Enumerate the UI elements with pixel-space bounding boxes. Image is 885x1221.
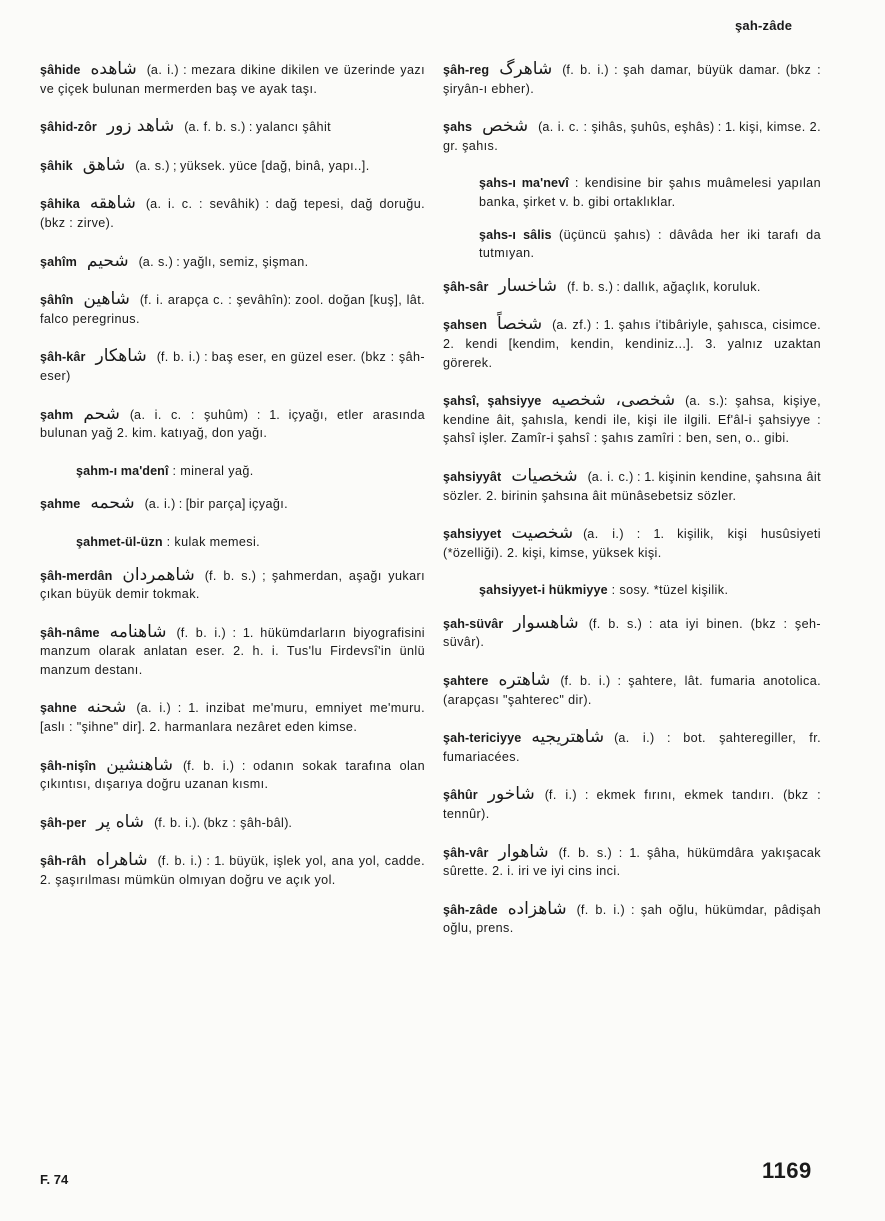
dictionary-entry: [40, 117, 425, 137]
definition: (f. i.) : ekmek fırını, ekmek tandırı. (bkz : tennûr).: [443, 788, 821, 822]
definition: (a. i. c. : şuhûm) : 1. içyağı, etler arasında bulunan yağ 2. kim. katıyağ, don yağı.: [40, 407, 425, 441]
definition: (a. i. c. : sevâhik) : dağ tepesi, dağ doruğu. (bkz : zirve).: [40, 197, 425, 230]
headword: şâh-nişîn: [40, 758, 97, 773]
definition: (f. b. i.) : şah damar, büyük damar. (bkz : şiryân-ı ebher).: [443, 63, 821, 96]
arabic-script: شاهوار: [498, 841, 549, 862]
definition: (a. i.) : 1. inzibat me'muru, emniyet me'muru. [aslı : "şihne" dir]. 2. harmanlara nezâret eden kimse.: [40, 701, 425, 735]
arabic-script: شاخسار: [498, 275, 558, 296]
headword: şâh-reg: [443, 63, 490, 77]
definition: (a. i.) : mezara dikine dikilen ve üzerinde yazı ve çiçek bulunan mermerden baş ve ayak taşı.: [40, 63, 425, 96]
definition: : sosy. *tüzel kişilik.: [611, 583, 729, 598]
headword: şâhide: [40, 63, 81, 77]
headword: şahsiyyet-i hükmiyye: [479, 583, 608, 598]
arabic-script: شاخور: [487, 784, 535, 805]
definition: (a. i. c.) : 1. kişinin kendine, şahsına âit sözler. 2. birinin şahsına âit münâsebetsiz sözler.: [443, 469, 821, 503]
dictionary-entry: [443, 315, 821, 372]
definition: (a. s.) : yağlı, semiz, şişman.: [138, 254, 309, 269]
arabic-script: شحنه: [86, 697, 127, 718]
headword: şâh-râh: [40, 854, 87, 869]
headword: şahme: [40, 497, 81, 512]
headword: şahs: [443, 120, 473, 135]
dictionary-entry: [443, 671, 821, 709]
dictionary-entry: [40, 462, 425, 481]
headword: şah-tericiyye: [443, 731, 522, 746]
definition: (f. b. i.) : şah oğlu, hükümdar, pâdişah oğlu, prens.: [443, 902, 821, 936]
headword: şâhid-zôr: [40, 120, 97, 135]
arabic-script: شاهزاده: [507, 898, 567, 919]
headword: şahm-ı ma'denî: [76, 463, 169, 478]
definition: (f. b. i.) : 1. büyük, işlek yol, ana yol, cadde. 2. şaşırılması mümkün olmıyan doğru ve açık yol.: [40, 854, 425, 888]
arabic-script: شاهتره: [498, 670, 551, 691]
signature-mark: F. 74: [40, 1172, 69, 1187]
dictionary-entry: [40, 194, 425, 232]
dictionary-entry: [443, 843, 821, 881]
headword: şâhika: [40, 197, 80, 212]
headword: şah-süvâr: [443, 616, 504, 631]
arabic-script: شاهنشين: [106, 754, 173, 775]
headword: şahsiyyât: [443, 469, 502, 484]
dictionary-entry: [40, 566, 425, 604]
dictionary-entry: [40, 252, 425, 272]
definition: (f. b. s.) ; şahmerdan, aşağı yukarı çıkan büyük demir tokmak.: [40, 568, 425, 602]
dictionary-entry: [443, 226, 821, 263]
headword: şahne: [40, 701, 77, 716]
dictionary-entry: [443, 174, 821, 211]
definition: (f. i. arapça c. : şevâhîn): zool. doğan [kuş], lât. falco peregrinus.: [40, 293, 425, 326]
definition: (üçüncü şahıs) : dâvâda her iki tarafı da tutmıyan.: [479, 227, 821, 261]
definition: (f. b. s.) : 1. şâha, hükümdâra yakışacak sûrette. 2. i. iri ve iyi cins inci.: [443, 845, 821, 879]
arabic-script: شاهتريجيه: [531, 727, 605, 748]
definition: (f. b. i.) : 1. hükümdarların biyografisini manzum olarak anlatan eser. 2. h. i. Tus'lu Firdevsî'in ünlü manzum destanı.: [40, 625, 425, 677]
definition: : kendisine bir şahıs muâmelesi yapılan banka, şirket v. b. gibi ortaklıklar.: [479, 176, 821, 209]
arabic-script: شخصيت: [511, 523, 574, 544]
dictionary-entry: [443, 60, 821, 98]
definition: (a. zf.) : 1. şahıs i'tibâriyle, şahısca, cisimce. 2. kendi [kendim, kendin, kendiniz...]. 3. yalnız uzaktan görerek.: [443, 318, 821, 370]
headword: şahmet-ül-üzn: [76, 534, 163, 549]
dictionary-entry: [443, 581, 821, 600]
definition: (a. i.) : [bir parça] içyağı.: [144, 497, 289, 512]
arabic-script: شاهقه: [89, 193, 136, 214]
headword: şâh-per: [40, 815, 87, 830]
dictionary-entry: [40, 60, 425, 98]
dictionary-entry: [443, 117, 821, 155]
running-head: şah-zâde: [735, 18, 793, 33]
arabic-script: شاهين: [83, 289, 130, 310]
dictionary-entry: [40, 405, 425, 443]
arabic-script: شاهمردان: [122, 564, 195, 585]
dictionary-entry: [40, 623, 425, 680]
definition: (a. f. b. s.) : yalancı şâhit: [184, 120, 332, 135]
definition: (f. b. s.) : ata iyi binen. (bkz : şeh-süvâr).: [443, 616, 821, 650]
arabic-script: شحم: [83, 403, 120, 424]
headword: şahsiyyet: [443, 527, 502, 542]
dictionary-entry: [443, 614, 821, 652]
dictionary-entry: [40, 756, 425, 794]
dictionary-entry: [40, 156, 425, 176]
definition: : kulak memesi.: [166, 534, 261, 549]
arabic-script: شاهد زور: [106, 116, 175, 137]
dictionary-entry: [443, 785, 821, 823]
definition: (f. b. i.) : şahtere, lât. fumaria anotolica. (arapçası "şahterec" dir).: [443, 674, 821, 707]
arabic-script: شحمه: [90, 493, 135, 514]
headword: şâh-kâr: [40, 350, 86, 365]
definition: (f. b. i.) : baş eser, en güzel eser. (bkz : şâh-eser): [40, 350, 425, 383]
dictionary-entry: [443, 277, 821, 297]
dictionary-entry: [40, 813, 425, 833]
arabic-script: شاهكار: [95, 346, 147, 367]
dictionary-entry: [40, 698, 425, 736]
definition: (a. s.) ; yüksek. yüce [dağ, binâ, yapı..].: [135, 158, 370, 173]
headword: şâh-merdân: [40, 568, 113, 583]
headword: şâh-sâr: [443, 279, 489, 294]
definition: (a. i.) : 1. kişilik, kişi husûsiyeti (*özelliği). 2. kişi, kimse, yüksek kişi.: [443, 527, 821, 560]
headword: şahtere: [443, 674, 489, 689]
arabic-script: شاهرگ: [499, 59, 553, 79]
headword: şâhik: [40, 158, 73, 173]
right-column: [443, 60, 821, 957]
dictionary-entry: [40, 533, 425, 552]
arabic-script: شاهده: [90, 59, 137, 79]
dictionary-entry: [40, 347, 425, 385]
dictionary-entry: [443, 900, 821, 938]
dictionary-entry: [40, 494, 425, 514]
arabic-script: شخصيات: [511, 465, 578, 486]
definition: (a. i. c. : şihâs, şuhûs, eşhâs) : 1. kişi, kimse. 2. gr. şahıs.: [443, 120, 821, 153]
definition: : mineral yağ.: [172, 463, 254, 478]
definition: (a. s.): şahsa, kişiye, kendine âit, şahısla, kendi ile, kişi ile ilgili. Ef'âl-i şahsiyye : şahsî işler. Zamîr-i şahsî : şahıs zamîri : ben, sen, o.. gibi.: [443, 394, 821, 446]
definition: (f. b. i.). (bkz : şâh-bâl).: [154, 815, 292, 830]
arabic-script: شاهراه: [96, 850, 148, 871]
left-column: [40, 60, 425, 909]
definition: (f. b. i.) : odanın sokak tarafına olan çıkıntısı, dışarıya doğru uzanan kısmı.: [40, 758, 425, 792]
dictionary-entry: [40, 290, 425, 328]
page-number: 1169: [762, 1158, 812, 1183]
headword: şâh-nâme: [40, 625, 100, 640]
headword: şahsen: [443, 318, 488, 333]
arabic-script: شاه پر: [96, 811, 145, 832]
arabic-script: شاهسوار: [513, 612, 579, 633]
arabic-script: شاهنامه: [109, 621, 167, 642]
headword: şâh-zâde: [443, 902, 498, 917]
arabic-script: شحيم: [86, 250, 129, 271]
arabic-script: شخصى، شخصيه: [551, 390, 676, 411]
arabic-script: شاهق: [82, 154, 126, 175]
dictionary-entry: [40, 851, 425, 889]
headword: şâhîn: [40, 293, 74, 308]
arabic-script: شخص: [482, 116, 529, 137]
dictionary-entry: [443, 391, 821, 448]
dictionary-entry: [443, 467, 821, 505]
arabic-script: شخصاً: [497, 314, 543, 335]
headword: şâhûr: [443, 788, 478, 803]
headword: şahs-ı sâlis: [479, 227, 552, 242]
headword: şahs-ı ma'nevî: [479, 176, 569, 191]
headword: şahsî, şahsiyye: [443, 394, 542, 409]
headword: şahîm: [40, 254, 77, 269]
dictionary-entry: [443, 524, 821, 562]
definition: (f. b. s.) : dallık, ağaçlık, koruluk.: [567, 279, 761, 294]
dictionary-entry: [443, 728, 821, 766]
definition: (a. i.) : bot. şahteregiller, fr. fumariacées.: [443, 731, 821, 764]
headword: şahm: [40, 407, 74, 422]
headword: şâh-vâr: [443, 845, 489, 860]
